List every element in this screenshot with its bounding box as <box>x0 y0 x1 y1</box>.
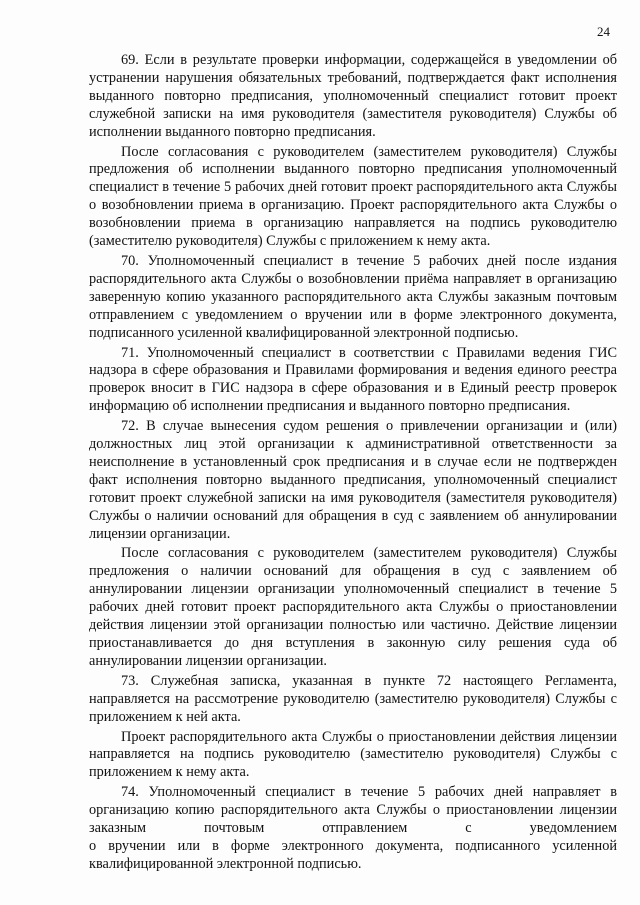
paragraph-73: 73. Служебная записка, указанная в пункте 72 настоящего Регламента, направляется на рассмотрение руководителю (заместителю руководителя) Службы с приложением к ней акта. <box>89 672 617 725</box>
paragraph-71: 71. Уполномоченный специалист в соответствии с Правилами ведения ГИС надзора в сфере образования и Правилами формирования и ведения единого реестра проверок вносит в ГИС надзора в сфере образования и в Единый реестр проверок информацию об исполнении предписания и выданного повторно предписания. <box>89 344 617 415</box>
paragraph-69-approval: После согласования с руководителем (заместителем руководителя) Службы предложения об исполнении выданного повторно предписания уполномоченный специалист в течение 5 рабочих дней готовит проект распорядительного акта Службы о возобновлении приема в организацию. Проект распорядительного акта Службы о возобновлении приема в организацию направляется на подпись руководителю (заместителю руководителя) Службы с приложением к нему акта. <box>89 143 617 250</box>
page-number: 24 <box>597 24 610 39</box>
paragraph-72: 72. В случае вынесения судом решения о привлечении организации и (или) должностных лиц этой организации к административной ответственности за неисполнение в установленный срок предписания и в случае если не подтвержден факт исполнения повторно выданного предписания, уполномоченный специалист готовит проект служебной записки на имя руководителя (заместителя руководителя) Службы о наличии оснований для обращения в суд с заявлением об аннулировании лицензии организации. <box>89 418 617 542</box>
paragraph-69: 69. Если в результате проверки информации, содержащейся в уведомлении об устранении нарушения обязательных требований, подтверждается факт исполнения выданного повторно предписания, уполномоченный специалист готовит проект служебной записки на имя руководителя (заместителя руководителя) Службы об исполнении выданного повторно предписания. <box>89 52 617 140</box>
paragraph-72-approval: После согласования с руководителем (заместителем руководителя) Службы предложения о наличии оснований для обращения в суд с заявлением об аннулировании лицензии организации уполномоченный специалист в течение 5 рабочих дней готовит проект распорядительного акта Службы о приостановлении действия лицензии этой организации полностью или частично. Действие лицензии приостанавливается до дня вступления в законную силу решения суда об аннулировании лицензии организации. <box>89 545 617 669</box>
paragraph-74-continued: о вручении или в форме электронного документа, подписанного усиленной квалифицированной электронной подписью. <box>89 837 617 872</box>
paragraph-70: 70. Уполномоченный специалист в течение 5 рабочих дней после издания распорядительного акта Службы о возобновлении приёма направляет в организацию заверенную копию указанного распорядительного акта Службы заказным почтовым отправлением с уведомлением о вручении или в форме электронного документа, подписанного усиленной квалифицированной электронной подписью. <box>89 252 617 341</box>
paragraph-73-draft: Проект распорядительного акта Службы о приостановлении действия лицензии направляется на подпись руководителю (заместителю руководителя) Службы с приложением к нему акта. <box>89 728 617 781</box>
paragraph-74: 74. Уполномоченный специалист в течение 5 рабочих дней направляет в организацию копию распорядительного акта Службы о приостановлении лицензии заказным почтовым отправлением с уведомлением <box>89 784 617 837</box>
document-body <box>89 52 617 874</box>
